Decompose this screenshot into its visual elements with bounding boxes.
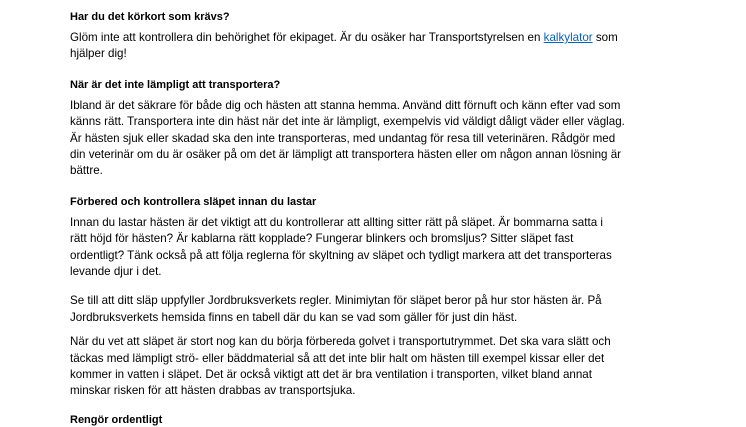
section-heading-when-not-suitable: När är det inte lämpligt att transportera? [70,79,281,91]
paragraph-line: När du vet att släpet är stort nog kan du börja förbereda golvet i transportutrymmet. Det ska vara slätt och [70,335,611,348]
section-heading-license: Har du det körkort som krävs? [70,11,230,23]
paragraph-line: minskar risken för att hästen drabbas av transportsjuka. [70,384,356,397]
cutoff-heading-wrapper [70,413,270,426]
paragraph-line: Ibland är det säkrare för både dig och hästen att stanna hemma. Använd ditt förnuft och känn efter vad som [70,99,621,112]
paragraph-line: ordentligt? Tänk också på att följa reglerna för skyltning av släpet och tydligt markera att det transporteras [70,249,612,262]
paragraph-line: täckas med lämpligt strö- eller bäddmaterial så att det inte blir halt om hästen till exempel kissar eller det [70,352,605,365]
paragraph-line: rätt höjd för hästen? Är kablarna rätt kopplade? Fungerar blinkers och bromsljus? Sitter släpet fast [70,232,574,245]
paragraph-license-text: Glöm inte att kontrollera din behörighet för ekipaget. Är du osäker har Transportstyrelsen en [70,31,544,44]
paragraph-line: Är hästen sjuk eller skadad ska den inte transporteras, med undantag för resa till veterinären. Rådgör med [70,132,616,145]
paragraph-line: känns rätt. Transportera inte din häst när det inte är lämpligt, exempelvis vid väldigt dåligt väder eller väglag. [70,115,625,128]
section-heading-cleaning: Rengör ordentligt [70,414,163,426]
paragraph-line: bättre. [70,164,103,177]
section-heading-prepare-trailer: Förbered och kontrollera släpet innan du lastar [70,196,317,208]
paragraph-line: Innan du lastar hästen är det viktigt att du kontrollerar att allting sitter rätt på släpet. Är bommarna satta i [70,216,603,229]
calculator-link[interactable]: kalkylator [543,31,593,44]
paragraph-line: kommer in vatten i släpet. Det är också viktigt att det är bra ventilation i transporten, vilket bland annat [70,368,592,381]
paragraph-line: din veterinär om du är osäker på om det är lämpligt att transportera hästen eller om någon annan lösning är [70,148,622,161]
paragraph-line: Jordbruksverkets hemsida finns en tabell där du kan se vad som gäller för just din häst. [70,311,518,324]
paragraph-license-line-2: hjälper dig! [70,47,127,60]
paragraph-license-line-1 [70,30,618,46]
paragraph-line: Se till att ditt släp uppfyller Jordbruksverkets regler. Minimiytan för släpet beror på hur stor hästen är. På [70,294,602,307]
paragraph-license-tail: som [592,31,618,44]
paragraph-line: levande djur i det. [70,265,162,278]
